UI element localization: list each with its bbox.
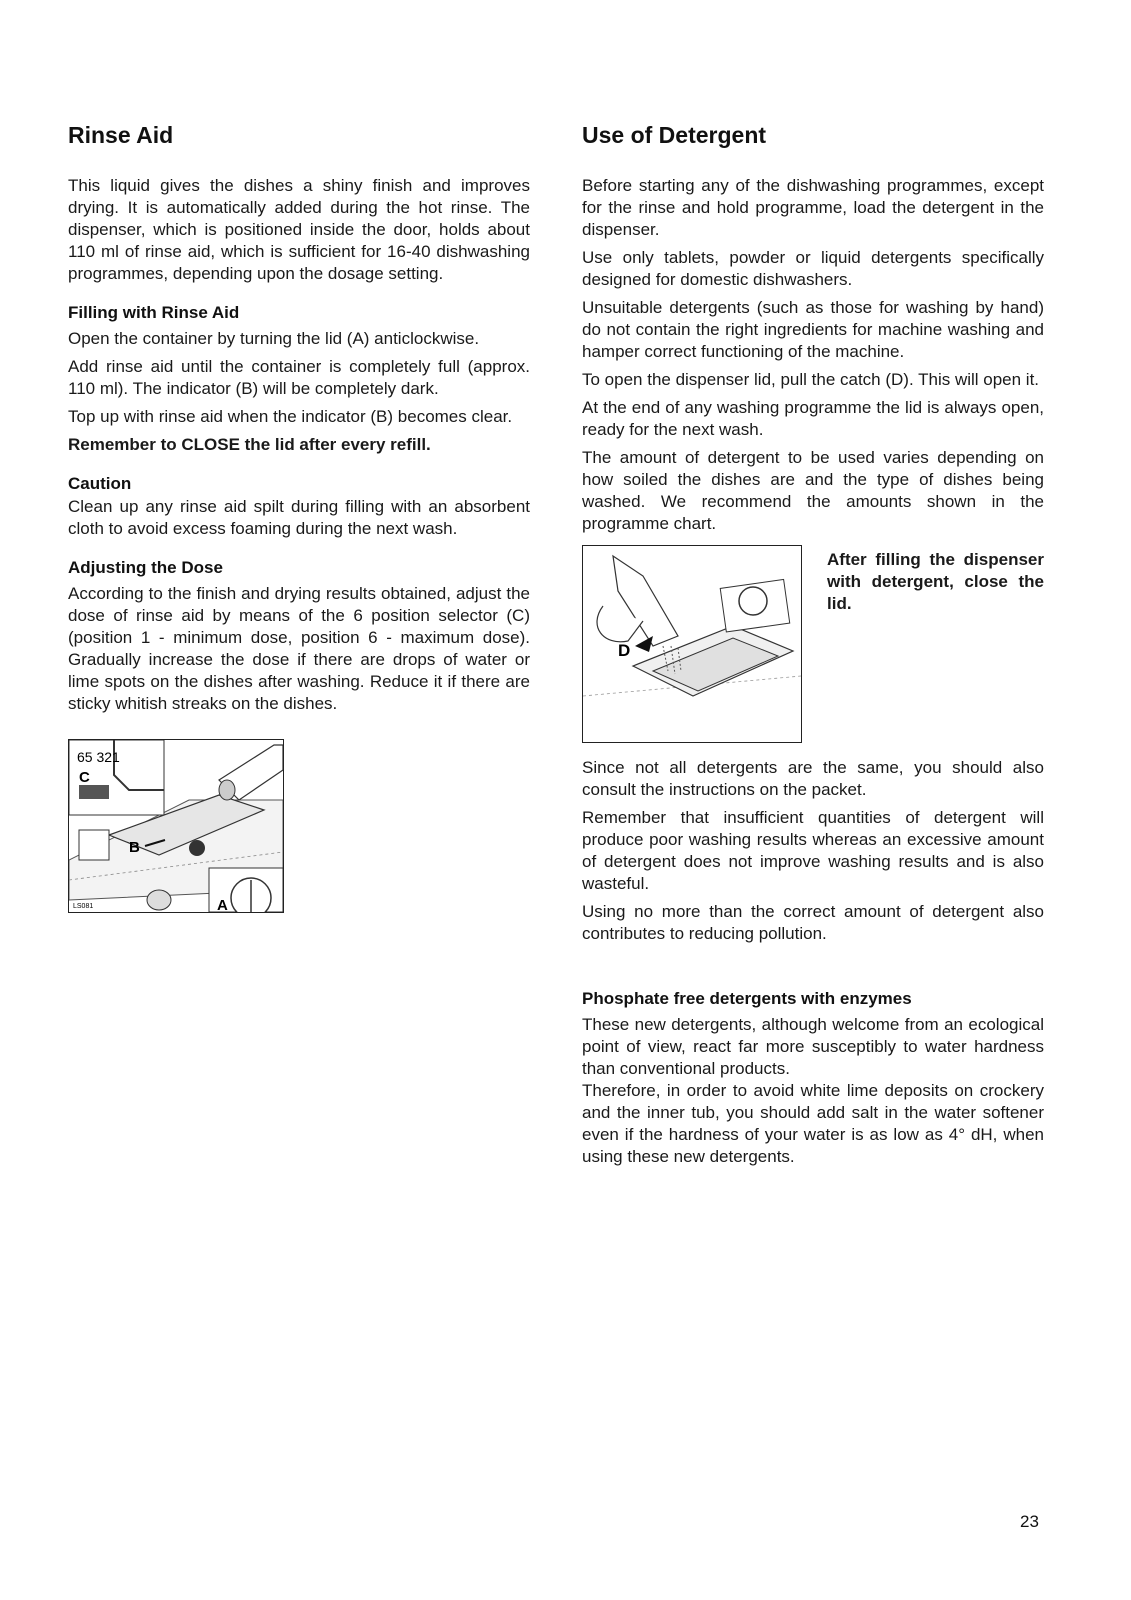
close-lid-reminder: Remember to CLOSE the lid after every refill. <box>68 435 431 454</box>
filling-step-3: Top up with rinse aid when the indicator (B) becomes clear. <box>68 407 513 426</box>
phosphate-free-heading: Phosphate free detergents with enzymes <box>582 989 912 1008</box>
detergent-para-6: The amount of detergent to be used varies depending on how soiled the dishes are and the type of dishes being washed. We recommend the amounts shown in the programme chart. <box>582 448 1044 533</box>
rinse-aid-title: Rinse Aid <box>68 122 174 148</box>
detergent-figure-caption: After filling the dispenser with detergent, close the lid. <box>827 550 1044 613</box>
figure-code: LS081 <box>73 903 94 910</box>
detergent-para-2: Use only tablets, powder or liquid detergents specifically designed for domestic dishwashers. <box>582 248 1044 289</box>
caution-text: Clean up any rinse aid spilt during filling with an absorbent cloth to avoid excess foaming during the next wash. <box>68 497 530 538</box>
detergent-dispenser-illustration <box>582 545 802 743</box>
filling-heading: Filling with Rinse Aid <box>68 303 240 322</box>
detergent-figure-block <box>582 545 1044 747</box>
caution-heading: Caution <box>68 474 132 493</box>
adjusting-dose-heading: Adjusting the Dose <box>68 558 223 577</box>
rinse-aid-dispenser-drawing <box>69 740 283 912</box>
dial-digits: 65 321 <box>77 749 120 765</box>
detergent-para-9: Using no more than the correct amount of detergent also contributes to reducing pollution. <box>582 902 1044 943</box>
phosphate-para-1: These new detergents, although welcome from an ecological point of view, react far more susceptibly to water hardness than conventional products. <box>582 1015 1044 1078</box>
label-a: A <box>217 897 228 912</box>
detergent-para-7: Since not all detergents are the same, you should also consult the instructions on the packet. <box>582 758 1044 799</box>
rinse-aid-dispenser-illustration <box>68 739 284 913</box>
label-c: C <box>79 769 90 786</box>
filling-step-1: Open the container by turning the lid (A) anticlockwise. <box>68 329 480 348</box>
filling-step-2: Add rinse aid until the container is completely full (approx. 110 ml). The indicator (B) will be completely dark. <box>68 357 530 398</box>
detergent-para-8: Remember that insufficient quantities of detergent will produce poor washing results whereas an excessive amount of detergent does not improve washing results and is also wasteful. <box>582 808 1044 893</box>
page-number: 23 <box>1020 1512 1039 1531</box>
label-d: D <box>618 641 631 660</box>
detergent-para-5: At the end of any washing programme the lid is always open, ready for the next wash. <box>582 398 1044 439</box>
left-column <box>68 122 530 913</box>
detergent-para-1: Before starting any of the dishwashing programmes, except for the rinse and hold programme, load the detergent in the dispenser. <box>582 176 1044 239</box>
adjusting-dose-text: According to the finish and drying results obtained, adjust the dose of rinse aid by means of the 6 position selector (C) (position 1 - minimum dose, position 6 - maximum dose). Gradually increase the dose if there are drops of water or lime spots on the dishes after washing. Reduce it if there are sticky whitish streaks on the dishes. <box>68 584 530 713</box>
use-of-detergent-title: Use of Detergent <box>582 122 767 148</box>
right-column <box>582 122 1044 1174</box>
detergent-para-4: To open the dispenser lid, pull the catch (D). This will open it. <box>582 370 1040 389</box>
detergent-dispenser-drawing <box>583 546 801 742</box>
phosphate-para-2: Therefore, in order to avoid white lime deposits on crockery and the inner tub, you should add salt in the water softener even if the hardness of your water is as low as 4° dH, when using these new detergents. <box>582 1081 1044 1166</box>
detergent-para-3: Unsuitable detergents (such as those for washing by hand) do not contain the right ingredients for machine washing and hamper correct functioning of the machine. <box>582 298 1044 361</box>
rinse-aid-intro: This liquid gives the dishes a shiny finish and improves drying. It is automatically added during the hot rinse. The dispenser, which is positioned inside the door, holds about 110 ml of rinse aid, which is sufficient for 16-40 dishwashing programmes, depending upon the dosage setting. <box>68 176 530 283</box>
label-b: B <box>129 839 140 856</box>
